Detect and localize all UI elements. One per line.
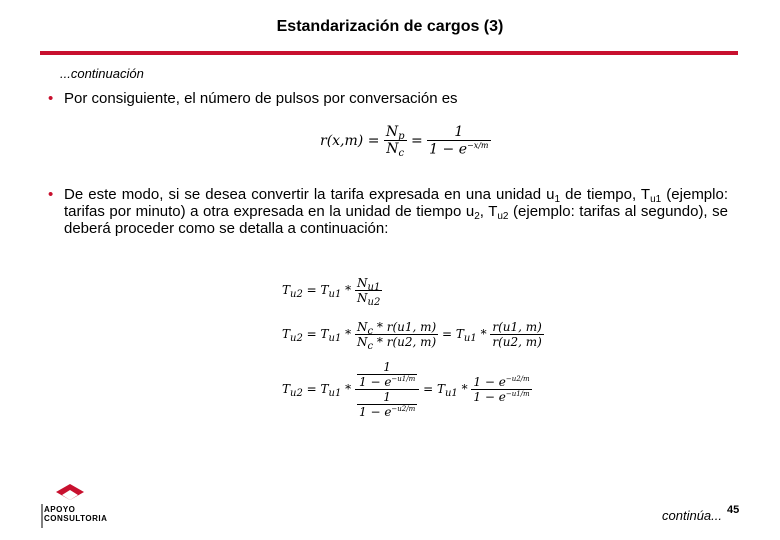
formula-fraction-np-nc: $\frac{N_p}{N_c}$: [385, 124, 405, 160]
conversion-equation-3: $T_{u2} = T_{u1}$ * $\frac{\frac{1}{1 - e^{-u1/m}}}{\frac{1}{1 - e^{-u2/m}}}$ = $T_{u1}$ * $\frac{1 - e^{-u2/m}}{1 - e^{-u1/m}}$: [282, 360, 530, 419]
equation-2-fraction-left: $\frac{N_c * r(u1, m)}{N_c * r(u2, m)}$: [357, 320, 437, 352]
logo-text: APOYO CONSULTORIA: [44, 505, 108, 523]
equation-1-fraction: $\frac{N_{u1}}{N_{u2}}$: [357, 276, 381, 308]
formula-pulses: [320, 124, 491, 158]
conversion-equation-2: $T_{u2} = T_{u1}$ * $\frac{N_c * r(u1, m)}{N_c * r(u2, m)}$ = $T_{u1}$ * $\frac{r(u1, m)}{r(u2, m)}$: [282, 320, 542, 352]
page-number: 45: [727, 504, 740, 516]
conversion-equation-1: $T_{u2} = T_{u1}$ * $\frac{N_{u1}}{N_{u2}}$: [282, 276, 381, 308]
slide-title: Estandarización de cargos (3): [276, 18, 504, 35]
bullet-2-text: De este modo, si se desea convertir la tarifa expresada en una unidad $u_1$ de tiempo, $T_{u1}$ (ejemplo: tarifas por minuto) a otra expresada en la unidad de tiempo $u_2$, $T_{u2}$ (ejemplo: tarifas al segundo), se deberá proceder como se detalla a continuación:: [64, 186, 728, 237]
bullet-1-text: Por consiguiente, el número de pulsos por conversación es: [64, 90, 458, 107]
bullet-2: [48, 186, 728, 237]
bullet-dot: •: [48, 90, 54, 107]
formula-equals: =: [410, 132, 423, 149]
title-divider: [40, 51, 738, 55]
equation-2-fraction-right: $\frac{r(u1, m)}{r(u2, m)}$: [492, 320, 542, 349]
equation-3-compound-fraction: $\frac{\frac{1}{1 - e^{-u1/m}}}{\frac{1}{1 - e^{-u2/m}}}$: [355, 360, 419, 419]
bullet-dot: •: [48, 186, 54, 203]
formula-lhs: r(x,m) =: [320, 132, 380, 149]
equation-3-fraction-right: $\frac{1 - e^{-u2/m}}{1 - e^{-u1/m}}$: [473, 375, 530, 404]
continuation-label: ...continuación: [60, 66, 144, 81]
formula-fraction-exp: $\frac{1}{1 - e^{-x/m}}$: [429, 124, 489, 158]
continues-label: continúa...: [662, 508, 722, 523]
